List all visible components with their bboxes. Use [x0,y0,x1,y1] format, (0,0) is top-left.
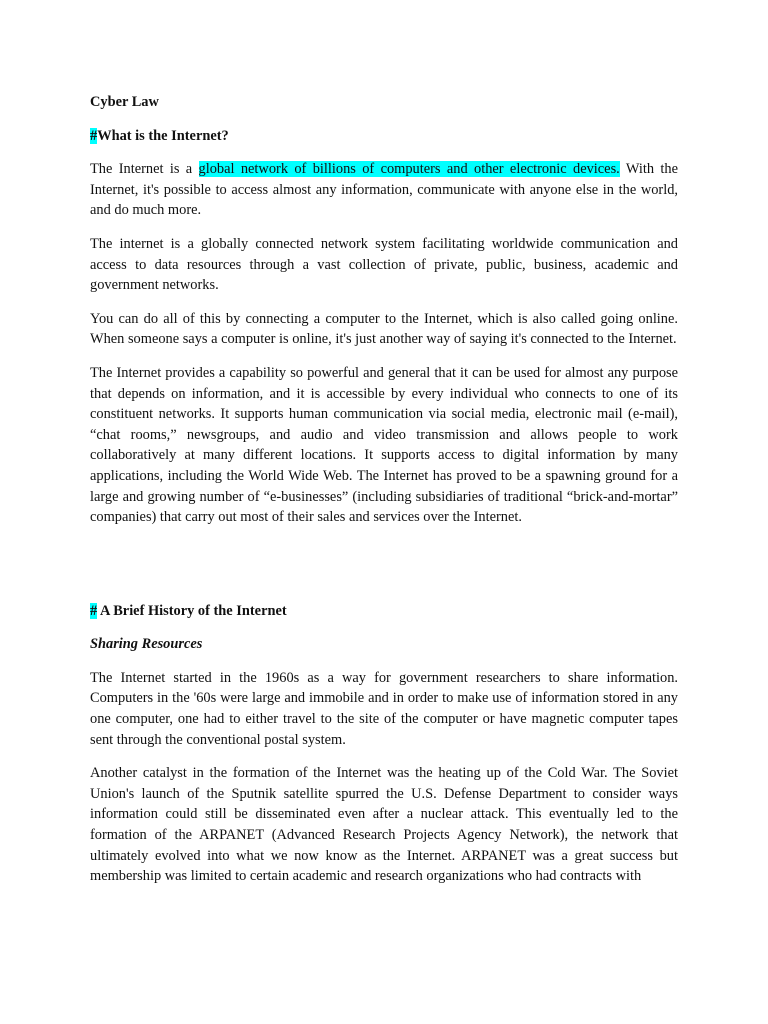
paragraph-6: Another catalyst in the formation of the Internet was the heating up of the Cold War. The Soviet Union's launch of the Sputnik satellite spurred the U.S. Defense Department to consider ways information could still be disseminated even after a nuclear attack. This eventually led to the formation of the ARPANET (Advanced Research Projects Agency Network), the network that ultimately evolved into what we now know as the Internet. ARPANET was a great success but membership was limited to certain academic and research organizations who had contracts with [90,765,678,885]
heading-hash-highlight: # [90,602,98,619]
heading-hash-highlight: # [90,127,98,144]
paragraph-2: The internet is a globally connected network system facilitating worldwide communication and access to data resources through a vast collection of private, public, business, academic and government networks. [90,235,678,294]
paragraph-3: You can do all of this by connecting a computer to the Internet, which is also called going online. When someone says a computer is online, it's just another way of saying it's connected to the Internet. [90,310,678,348]
document-title: Cyber Law [90,94,159,110]
paragraph-1-start: The Internet is a [90,161,199,178]
section-heading-what-is-internet [90,126,678,147]
section-spacer [90,541,678,601]
paragraph-1-end: With the Internet, it's possible to access almost any information, communicate with anyone else in the world, and do much more. [90,161,678,219]
heading-text: A Brief History of the Internet [97,602,287,619]
highlighted-definition: global network of billions of computers and other electronic devices. [198,161,620,178]
paragraph-5: The Internet started in the 1960s as a way for government researchers to share information. Computers in the '60s were large and immobile and in order to make use of information stored in any one computer, one had to either travel to the site of the computer or have magnetic computer tapes sent through the conventional postal system. [90,669,678,748]
paragraph-1 [90,159,678,221]
heading-text: What is the Internet? [97,127,229,144]
section-heading-brief-history [90,601,678,622]
subheading-sharing-resources: Sharing Resources [90,636,203,653]
paragraph-4: The Internet provides a capability so powerful and general that it can be used for almost any purpose that depends on information, and it is accessible by every individual who connects to one of its constituent networks. It supports human communication via social media, electronic mail (e-mail), “chat rooms,” newsgroups, and audio and video transmission and allows people to work collaboratively at many different locations. It supports access to digital information by many applications, including the World Wide Web. The Internet has proved to be a spawning ground for a large and growing number of “e-businesses” (including subsidiaries of traditional “brick-and-mortar” companies) that carry out most of their sales and services over the Internet. [90,364,678,526]
